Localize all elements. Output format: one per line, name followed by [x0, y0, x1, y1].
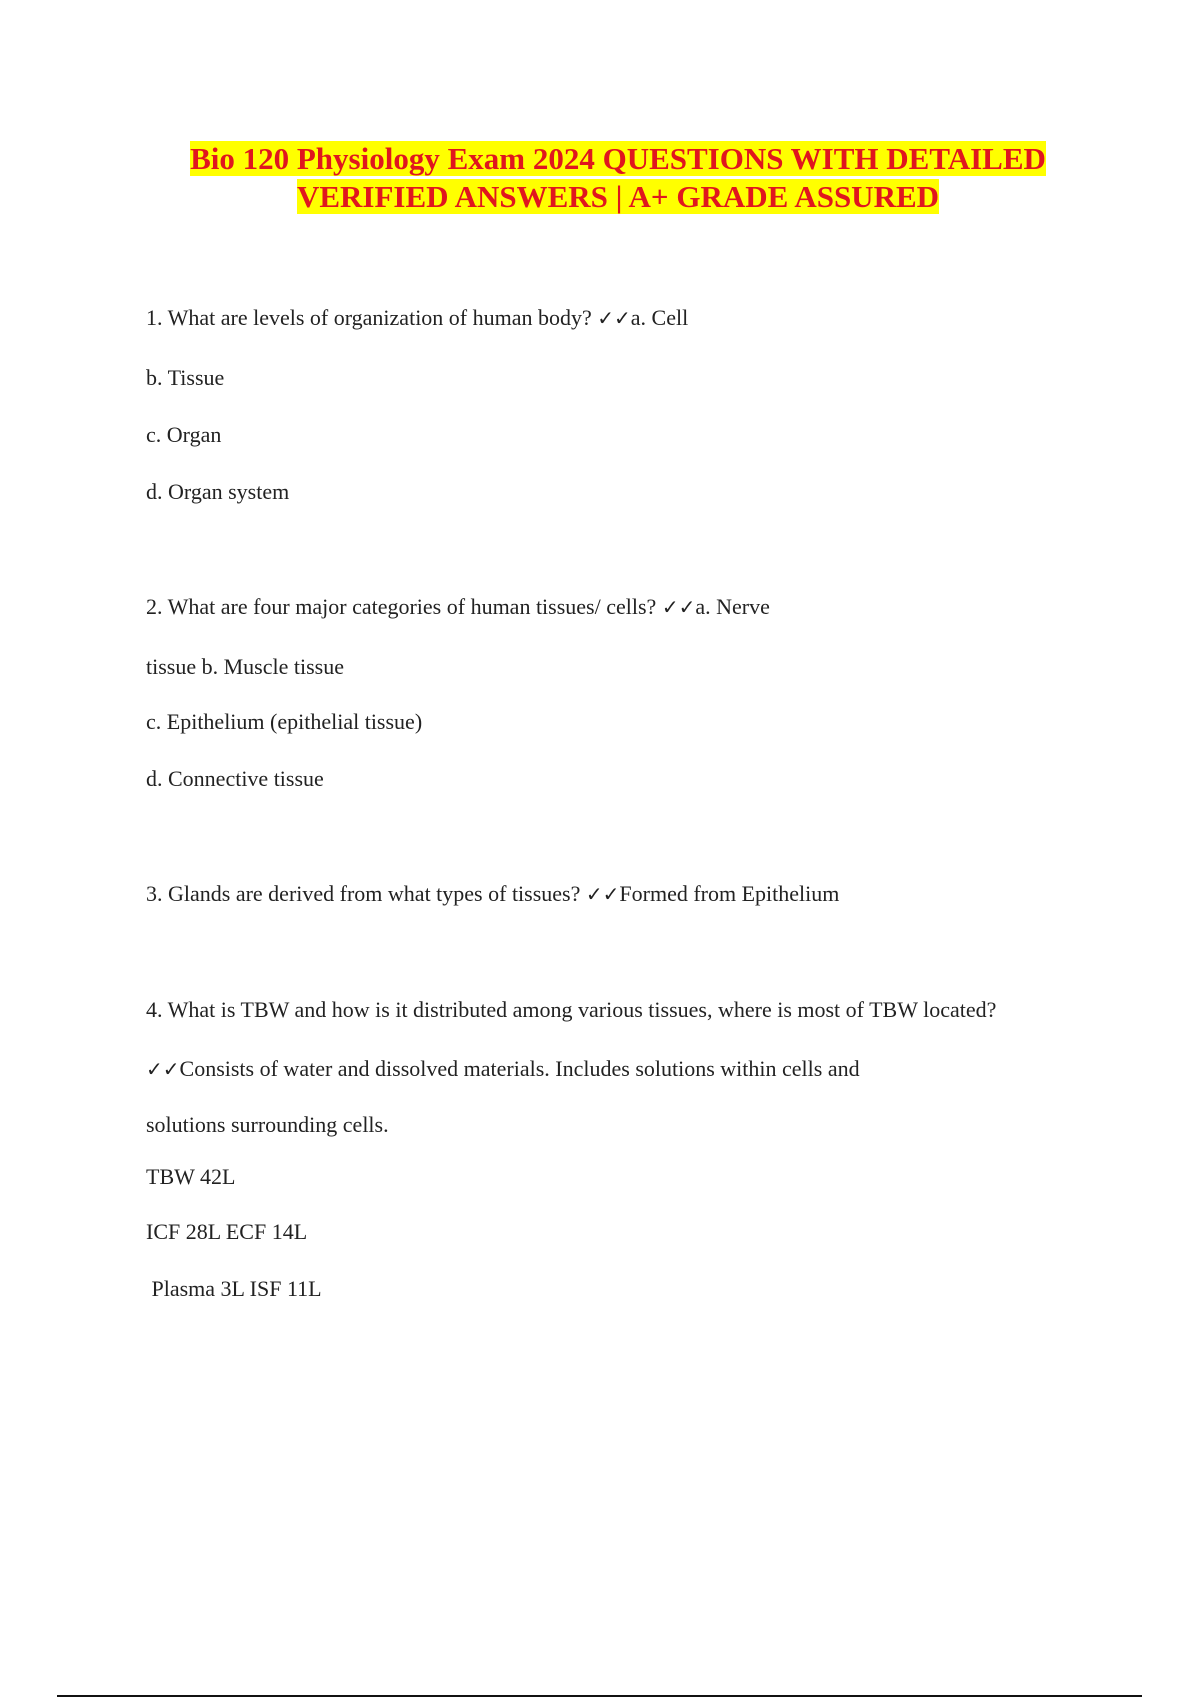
check-icon: ✓✓ [585, 882, 620, 906]
question-2-answer: a. Nerve [695, 594, 770, 619]
question-4: 4. What is TBW and how is it distributed among various tissues, where is most of TBW located? [146, 997, 997, 1022]
check-icon: ✓✓ [597, 306, 631, 330]
answer-line: d. Connective tissue [146, 766, 324, 791]
answer-line: d. Organ system [146, 479, 290, 504]
question-3-text: 3. Glands are derived from what types of tissues? [146, 881, 586, 906]
question-3-answer: Formed from Epithelium [619, 881, 840, 906]
question-2 [146, 593, 770, 621]
document-title [0, 140, 1200, 216]
answer-line: c. Epithelium (epithelial tissue) [146, 709, 423, 734]
check-icon: ✓✓ [146, 1057, 180, 1081]
answer-line: solutions surrounding cells. [146, 1112, 389, 1137]
question-1 [146, 304, 688, 332]
answer-line: TBW 42L [146, 1164, 236, 1189]
title-line-2: VERIFIED ANSWERS | A+ GRADE ASSURED [296, 179, 940, 214]
answer-line: Plasma 3L ISF 11L [146, 1276, 322, 1301]
title-line-1: Bio 120 Physiology Exam 2024 QUESTIONS WITH DETAILED [190, 141, 1046, 176]
answer-line: c. Organ [146, 422, 222, 447]
answer-line: b. Tissue [146, 365, 225, 390]
footer-rule [57, 1695, 1142, 1697]
question-2-text: 2. What are four major categories of human tissues/ cells? [146, 594, 662, 619]
question-4-answer: Consists of water and dissolved materials. Includes solutions within cells and [179, 1056, 860, 1081]
answer-line: tissue b. Muscle tissue [146, 654, 344, 679]
question-3 [146, 880, 839, 908]
answer-line: ICF 28L ECF 14L [146, 1219, 308, 1244]
check-icon: ✓✓ [661, 595, 696, 619]
question-1-text: 1. What are levels of organization of human body? [146, 305, 598, 330]
question-4-answer-line [146, 1055, 860, 1083]
question-1-answer: a. Cell [630, 305, 689, 330]
